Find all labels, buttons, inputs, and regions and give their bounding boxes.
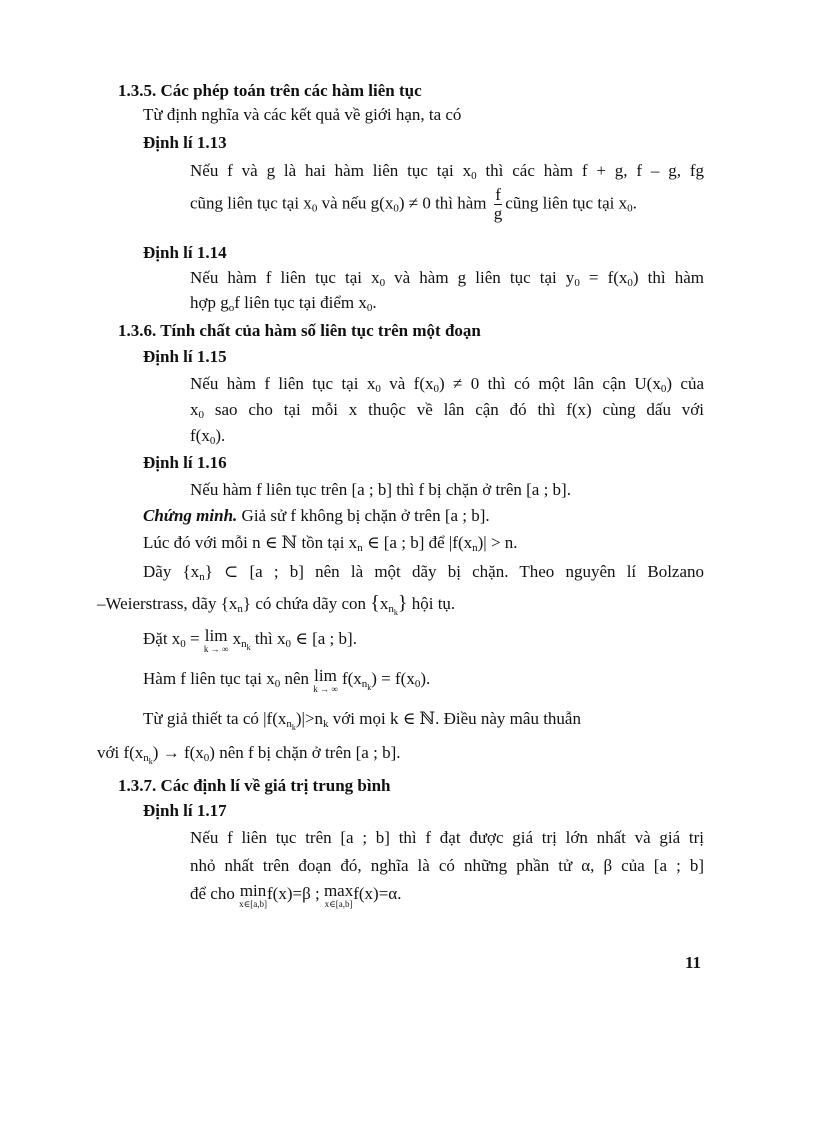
theorem-1-14-line-2: hợp $g_of$ liên tục tại điểm $x_0$. xyxy=(190,293,377,314)
theorem-1-13-line-1: Nếu f và g là hai hàm liên tục tại $x_0$ thì các hàm f + g, f – g, fg xyxy=(190,161,705,182)
min-operator: min x∈[a,b] xyxy=(239,881,267,909)
theorem-1-17-line-2: nhỏ nhất trên đoạn đó, nghĩa là có những phần tử α, β của [a ; b] xyxy=(190,856,704,875)
proof-line-4: –Weierstrass, dãy $\{x_n\}$ có chứa dãy con $\{x_{nk}\}$ hội tụ. xyxy=(97,592,456,617)
section-heading-1-3-6: 1.3.6. Tính chất của hàm số liên tục trên một đoạn xyxy=(118,321,481,340)
max-operator: max x∈[a,b] xyxy=(323,881,354,909)
proof-line-3: Dãy $\{x_n\}$ ⊂ [a ; b] nên là một dãy bị chặn. Theo nguyên lí Bolzano xyxy=(143,562,705,583)
theorem-1-13-line-2: cũng liên tục tại $x_0$ và nếu $g(x_0) \ne 0$ thì hàm $\frac{f}{g}$ cũng liên tục tại $x_0$. xyxy=(190,185,637,223)
proof-line-1: Chứng minh. Giả sử f không bị chặn ở trên [a ; b]. xyxy=(143,506,490,525)
theorem-title-1-15: Định lí 1.15 xyxy=(143,347,227,366)
section-heading-1-3-5: 1.3.5. Các phép toán trên các hàm liên tục xyxy=(118,81,422,100)
proof-line-2: Lúc đó với mỗi n ∈ ℕ tồn tại $x_n$ ∈ [a ; b] để $|f(x_n)| > n$. xyxy=(143,533,518,554)
proof-line-6: Hàm f liên tục tại $x_0$ nên lim k → ∞ $f(x_{nk}) = f(x_0)$. xyxy=(143,666,431,694)
theorem-title-1-16: Định lí 1.16 xyxy=(143,453,227,472)
theorem-title-1-17: Định lí 1.17 xyxy=(143,801,227,820)
theorem-1-14-line-1: Nếu hàm f liên tục tại $x_0$ và hàm g liên tục tại $y_0 = f(x_0)$ thì hàm xyxy=(190,268,704,289)
section-intro: Từ định nghĩa và các kết quả về giới hạn, ta có xyxy=(143,105,462,124)
theorem-1-17-line-1: Nếu f liên tục trên [a ; b] thì f đạt được giá trị lớn nhất và giá trị xyxy=(190,828,704,847)
theorem-title-1-13: Định lí 1.13 xyxy=(143,133,227,152)
theorem-1-15-line-2: $x_0$ sao cho tại mỗi x thuộc về lân cận đó thì f(x) cùng dấu với xyxy=(190,400,704,421)
limit-operator: lim k → ∞ xyxy=(203,626,229,654)
subsequence: { xyxy=(370,592,380,614)
page-number: 11 xyxy=(685,953,702,972)
proof-line-5: Đặt $x_0 = \lim$ k → ∞ $x_{nk}$ thì $x_0$ ∈ [a ; b]. xyxy=(143,626,357,654)
theorem-title-1-14: Định lí 1.14 xyxy=(143,243,227,262)
proof-line-8: với $f(x_{nk}) \to f(x_0)$ nên f bị chặn ở trên [a ; b]. xyxy=(97,743,401,766)
proof-line-7: Từ giả thiết ta có $|f(x_{nk})|>n_k$ với mọi k ∈ ℕ. Điều này mâu thuẫn xyxy=(143,709,581,732)
theorem-1-17-line-3: để cho min x∈[a,b] f(x)=β ; max x∈[a,b] f(x)=α. xyxy=(190,881,402,909)
theorem-1-16-line-1: Nếu hàm f liên tục trên [a ; b] thì f bị chặn ở trên [a ; b]. xyxy=(190,480,571,499)
proof-label: Chứng minh. xyxy=(143,506,238,525)
theorem-1-15-line-1: Nếu hàm f liên tục tại $x_0$ và $f(x_0) \ne 0$ thì có một lân cận $U(x_0)$ của xyxy=(190,374,704,395)
fraction-f-over-g: $\frac{f}{g}$ xyxy=(493,185,503,223)
section-heading-1-3-7: 1.3.7. Các định lí về giá trị trung bình xyxy=(118,776,391,795)
theorem-1-15-line-3: $f(x_0)$. xyxy=(190,426,226,447)
limit-operator: lim k → ∞ xyxy=(313,666,338,694)
